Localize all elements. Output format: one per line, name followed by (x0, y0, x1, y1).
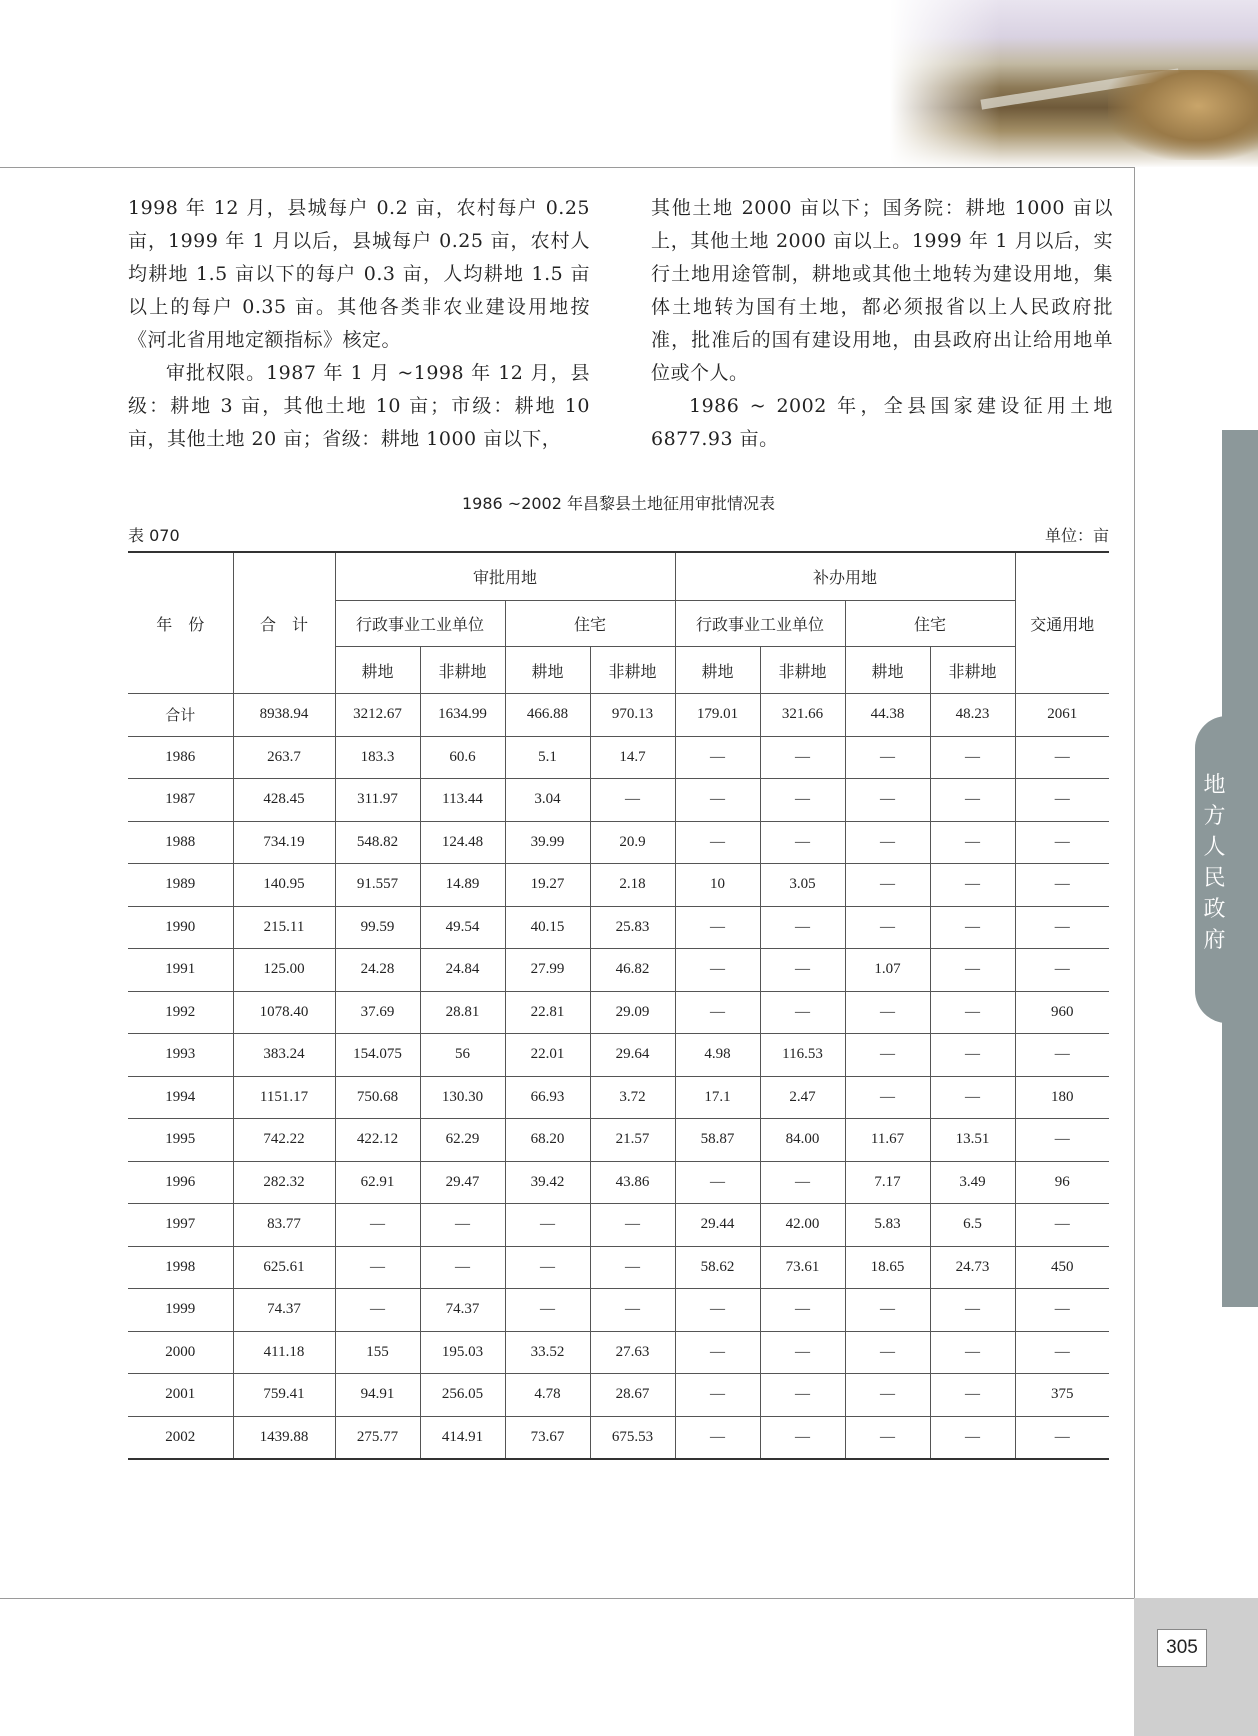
header-farmland: 耕地 (335, 647, 420, 694)
table-cell: — (1015, 1119, 1109, 1162)
table-row (128, 1119, 1109, 1162)
table-cell: 275.77 (335, 1416, 420, 1459)
table-row (128, 906, 1109, 949)
table-cell: — (675, 1416, 760, 1459)
paragraph: 其他土地 2000 亩以下；国务院：耕地 1000 亩以上，其他土地 2000 亩以上。1999 年 1 月以后，实行土地用途管制，耕地或其他土地转为建设用地，集体土地转为国有土地，都必须报省以上人民政府批准，批准后的国有建设用地，由县政府出让给用地单位或个人。 (651, 197, 1113, 384)
table-cell: — (845, 736, 930, 779)
table-cell: 3.04 (505, 779, 590, 822)
table-cell: 450 (1015, 1246, 1109, 1289)
row-year-cell: 1990 (128, 906, 233, 949)
table-cell: — (760, 1289, 845, 1332)
table-cell: 116.53 (760, 1034, 845, 1077)
table-cell: 5.1 (505, 736, 590, 779)
header-transport: 交通用地 (1015, 552, 1109, 694)
table-cell: 74.37 (420, 1289, 505, 1332)
table-cell: 84.00 (760, 1119, 845, 1162)
table-cell: — (675, 1331, 760, 1374)
table-cell: 970.13 (590, 694, 675, 737)
table-cell: 180 (1015, 1076, 1109, 1119)
table-cell: — (675, 1161, 760, 1204)
sidebar-tab-label: 地方人民政府 (1203, 773, 1227, 953)
land-approval-table (128, 551, 1109, 1460)
row-year-cell: 1994 (128, 1076, 233, 1119)
paragraph: 1998 年 12 月，县城每户 0.2 亩，农村每户 0.25 亩，1999 年 1 月以后，县城每户 0.25 亩，农村人均耕地 1.5 亩以下的每户 0.3 亩，人均耕地 1.5 亩以上的每户 0.35 亩。其他各类非农业建设用地按《河北省用地定额指标》核定。 (128, 197, 590, 351)
table-cell: 414.91 (420, 1416, 505, 1459)
table-cell: — (760, 1161, 845, 1204)
table-cell: 17.1 (675, 1076, 760, 1119)
paragraph: 审批权限。1987 年 1 月 ~1998 年 12 月，县级：耕地 3 亩，其他土地 10 亩；市级：耕地 10 亩，其他土地 20 亩；省级：耕地 1000 亩以下， (128, 362, 590, 450)
table-cell: — (845, 991, 930, 1034)
table-cell: 215.11 (233, 906, 335, 949)
row-year-cell: 1996 (128, 1161, 233, 1204)
table-cell: — (760, 949, 845, 992)
table-cell: 20.9 (590, 821, 675, 864)
table-cell: — (505, 1246, 590, 1289)
table-cell: 29.09 (590, 991, 675, 1034)
table-cell: 256.05 (420, 1374, 505, 1417)
table-cell: 1439.88 (233, 1416, 335, 1459)
table-cell: — (930, 991, 1015, 1034)
table-cell: 140.95 (233, 864, 335, 907)
table-cell: — (760, 991, 845, 1034)
page-number: 305 (1157, 1629, 1207, 1667)
header-photo (890, 0, 1258, 168)
header-year: 年 份 (128, 552, 233, 694)
table-row (128, 1034, 1109, 1077)
table-cell: 14.89 (420, 864, 505, 907)
row-year-cell: 1991 (128, 949, 233, 992)
table-cell: — (1015, 1034, 1109, 1077)
table-cell: 759.41 (233, 1374, 335, 1417)
table-cell: 466.88 (505, 694, 590, 737)
table-row (128, 1204, 1109, 1247)
table-cell: — (1015, 1289, 1109, 1332)
table-cell: — (1015, 1331, 1109, 1374)
table-cell: — (760, 821, 845, 864)
table-cell: — (1015, 906, 1109, 949)
row-year-cell: 2002 (128, 1416, 233, 1459)
table-cell: — (335, 1289, 420, 1332)
table-cell: — (930, 1076, 1015, 1119)
table-cell: 58.62 (675, 1246, 760, 1289)
table-cell: 130.30 (420, 1076, 505, 1119)
footer-divider (0, 1598, 1134, 1599)
row-year-cell: 1997 (128, 1204, 233, 1247)
header-total: 合 计 (233, 552, 335, 694)
table-cell: — (675, 1374, 760, 1417)
table-cell: 94.91 (335, 1374, 420, 1417)
table-cell: 263.7 (233, 736, 335, 779)
table-cell: 625.61 (233, 1246, 335, 1289)
table-cell: 3212.67 (335, 694, 420, 737)
table-cell: — (760, 1374, 845, 1417)
row-year-cell: 2000 (128, 1331, 233, 1374)
table-cell: — (1015, 779, 1109, 822)
table-cell: 25.83 (590, 906, 675, 949)
table-cell: 46.82 (590, 949, 675, 992)
table-cell: 91.557 (335, 864, 420, 907)
table-cell: — (590, 1246, 675, 1289)
table-cell: 24.84 (420, 949, 505, 992)
table-cell: — (845, 821, 930, 864)
row-year-cell: 1995 (128, 1119, 233, 1162)
table-cell: 99.59 (335, 906, 420, 949)
table-cell: 1078.40 (233, 991, 335, 1034)
table-row (128, 991, 1109, 1034)
text-column-right (651, 192, 1113, 456)
table-cell: 411.18 (233, 1331, 335, 1374)
table-cell: 3.49 (930, 1161, 1015, 1204)
table-cell: 311.97 (335, 779, 420, 822)
table-cell: 68.20 (505, 1119, 590, 1162)
table-cell: 1151.17 (233, 1076, 335, 1119)
table-cell: — (590, 1289, 675, 1332)
table-cell: — (845, 1416, 930, 1459)
table-cell: — (590, 779, 675, 822)
table-cell: 42.00 (760, 1204, 845, 1247)
table-cell: — (420, 1204, 505, 1247)
table-cell: 43.86 (590, 1161, 675, 1204)
table-row (128, 1416, 1109, 1459)
table-number: 表 070 (128, 526, 180, 545)
table-cell: — (845, 906, 930, 949)
table-row (128, 864, 1109, 907)
header-admin-industry: 行政事业工业单位 (335, 601, 505, 647)
table-cell: 24.28 (335, 949, 420, 992)
table-cell: 6.5 (930, 1204, 1015, 1247)
header-admin-industry: 行政事业工业单位 (675, 601, 845, 647)
row-year-cell: 合计 (128, 694, 233, 737)
table-cell: — (675, 949, 760, 992)
row-year-cell: 1986 (128, 736, 233, 779)
row-year-cell: 1989 (128, 864, 233, 907)
table-cell: 49.54 (420, 906, 505, 949)
table-cell: 375 (1015, 1374, 1109, 1417)
table-cell: 113.44 (420, 779, 505, 822)
table-row (128, 779, 1109, 822)
table-cell: 1634.99 (420, 694, 505, 737)
table-cell: 5.83 (845, 1204, 930, 1247)
header-non-farmland: 非耕地 (590, 647, 675, 694)
table-row (128, 949, 1109, 992)
table-cell: 750.68 (335, 1076, 420, 1119)
table-cell: 11.67 (845, 1119, 930, 1162)
table-cell: — (930, 1416, 1015, 1459)
table-cell: 28.67 (590, 1374, 675, 1417)
table-cell: 73.67 (505, 1416, 590, 1459)
table-cell: 195.03 (420, 1331, 505, 1374)
table-cell: 74.37 (233, 1289, 335, 1332)
header-approved: 审批用地 (335, 552, 675, 601)
table-cell: — (845, 1331, 930, 1374)
table-cell: — (1015, 864, 1109, 907)
table-cell: 29.47 (420, 1161, 505, 1204)
table-row (128, 694, 1109, 737)
row-year-cell: 1999 (128, 1289, 233, 1332)
table-body (128, 694, 1109, 1460)
table-cell: 58.87 (675, 1119, 760, 1162)
table-cell: 22.01 (505, 1034, 590, 1077)
text-column-left (128, 192, 590, 456)
table-cell: — (1015, 1416, 1109, 1459)
table-cell: 62.91 (335, 1161, 420, 1204)
table-cell: — (930, 949, 1015, 992)
table-row (128, 1076, 1109, 1119)
table-cell: 60.6 (420, 736, 505, 779)
table-cell: — (1015, 821, 1109, 864)
table-cell: 56 (420, 1034, 505, 1077)
table-cell: 2061 (1015, 694, 1109, 737)
table-title: 1986 ~2002 年昌黎县土地征用审批情况表 (461, 494, 776, 513)
table-row (128, 821, 1109, 864)
table-cell: 8938.94 (233, 694, 335, 737)
table-cell: — (420, 1246, 505, 1289)
table-cell: 39.42 (505, 1161, 590, 1204)
table-row (128, 1161, 1109, 1204)
table-cell: 4.98 (675, 1034, 760, 1077)
table-cell: — (930, 736, 1015, 779)
row-year-cell: 1988 (128, 821, 233, 864)
header-supplement: 补办用地 (675, 552, 1015, 601)
table-cell: — (505, 1204, 590, 1247)
table-cell: 7.17 (845, 1161, 930, 1204)
header-divider (0, 167, 1134, 168)
table-cell: 62.29 (420, 1119, 505, 1162)
header-farmland: 耕地 (845, 647, 930, 694)
table-cell: 28.81 (420, 991, 505, 1034)
table-cell: 21.57 (590, 1119, 675, 1162)
table-cell: — (845, 1034, 930, 1077)
table-cell: 29.44 (675, 1204, 760, 1247)
table-cell: — (930, 1034, 1015, 1077)
table-cell: 37.69 (335, 991, 420, 1034)
header-farmland: 耕地 (505, 647, 590, 694)
table-cell: — (675, 991, 760, 1034)
table-cell: — (930, 906, 1015, 949)
row-year-cell: 1987 (128, 779, 233, 822)
header-residential: 住宅 (845, 601, 1015, 647)
table-cell: 22.81 (505, 991, 590, 1034)
table-cell: 183.3 (335, 736, 420, 779)
table-cell: 4.78 (505, 1374, 590, 1417)
table-cell: — (845, 1289, 930, 1332)
table-cell: 742.22 (233, 1119, 335, 1162)
table-cell: 10 (675, 864, 760, 907)
header-farmland: 耕地 (675, 647, 760, 694)
table-cell: 40.15 (505, 906, 590, 949)
row-year-cell: 1992 (128, 991, 233, 1034)
row-year-cell: 1993 (128, 1034, 233, 1077)
table-cell: 27.63 (590, 1331, 675, 1374)
table-cell: 124.48 (420, 821, 505, 864)
table-cell: — (760, 906, 845, 949)
table-cell: 3.05 (760, 864, 845, 907)
table-cell: 27.99 (505, 949, 590, 992)
table-cell: — (760, 736, 845, 779)
table-cell: — (335, 1246, 420, 1289)
table-cell: 734.19 (233, 821, 335, 864)
table-row (128, 1331, 1109, 1374)
table-cell: — (930, 1374, 1015, 1417)
table-cell: 428.45 (233, 779, 335, 822)
table-cell: 83.77 (233, 1204, 335, 1247)
table-row (128, 1374, 1109, 1417)
table-cell: 14.7 (590, 736, 675, 779)
table-cell: 960 (1015, 991, 1109, 1034)
header-residential: 住宅 (505, 601, 675, 647)
table-cell: 48.23 (930, 694, 1015, 737)
table-row (128, 1289, 1109, 1332)
table-cell: 33.52 (505, 1331, 590, 1374)
table-cell: 548.82 (335, 821, 420, 864)
table-cell: 29.64 (590, 1034, 675, 1077)
table-cell: 155 (335, 1331, 420, 1374)
row-year-cell: 2001 (128, 1374, 233, 1417)
table-cell: — (760, 1416, 845, 1459)
table-cell: — (675, 779, 760, 822)
table-cell: 13.51 (930, 1119, 1015, 1162)
table-cell: 2.18 (590, 864, 675, 907)
table-cell: 675.53 (590, 1416, 675, 1459)
table-cell: — (1015, 1204, 1109, 1247)
table-cell: 18.65 (845, 1246, 930, 1289)
header-non-farmland: 非耕地 (760, 647, 845, 694)
table-cell: 383.24 (233, 1034, 335, 1077)
table-unit: 单位：亩 (1044, 526, 1109, 545)
paragraph: 1986 ~ 2002 年，全县国家建设征用土地 6877.93 亩。 (651, 395, 1113, 450)
table-cell: 282.32 (233, 1161, 335, 1204)
table-cell: — (845, 779, 930, 822)
table-cell: — (760, 1331, 845, 1374)
table-row (128, 736, 1109, 779)
table-cell: 66.93 (505, 1076, 590, 1119)
header-non-farmland: 非耕地 (930, 647, 1015, 694)
table-cell: — (845, 864, 930, 907)
table-cell: — (1015, 949, 1109, 992)
table-cell: — (675, 1289, 760, 1332)
table-cell: — (930, 864, 1015, 907)
table-cell: — (505, 1289, 590, 1332)
table-cell: 179.01 (675, 694, 760, 737)
table-cell: — (930, 779, 1015, 822)
table-cell: 3.72 (590, 1076, 675, 1119)
table-cell: 24.73 (930, 1246, 1015, 1289)
table-cell: — (845, 1374, 930, 1417)
table-row (128, 1246, 1109, 1289)
row-year-cell: 1998 (128, 1246, 233, 1289)
table-cell: 125.00 (233, 949, 335, 992)
table-cell: 422.12 (335, 1119, 420, 1162)
table-cell: — (675, 906, 760, 949)
table-cell: — (930, 1289, 1015, 1332)
table-cell: 154.075 (335, 1034, 420, 1077)
table-cell: 321.66 (760, 694, 845, 737)
table-cell: 96 (1015, 1161, 1109, 1204)
table-cell: — (675, 821, 760, 864)
table-cell: 44.38 (845, 694, 930, 737)
header-non-farmland: 非耕地 (420, 647, 505, 694)
table-cell: — (760, 779, 845, 822)
table-cell: — (675, 736, 760, 779)
table-cell: — (1015, 736, 1109, 779)
table-cell: — (930, 821, 1015, 864)
table-cell: 73.61 (760, 1246, 845, 1289)
table-cell: 1.07 (845, 949, 930, 992)
table-cell: — (335, 1204, 420, 1247)
table-cell: 19.27 (505, 864, 590, 907)
table-cell: 39.99 (505, 821, 590, 864)
page-number-box (1134, 1598, 1258, 1736)
table-cell: 2.47 (760, 1076, 845, 1119)
table-cell: — (590, 1204, 675, 1247)
table-cell: — (930, 1331, 1015, 1374)
table-cell: — (845, 1076, 930, 1119)
